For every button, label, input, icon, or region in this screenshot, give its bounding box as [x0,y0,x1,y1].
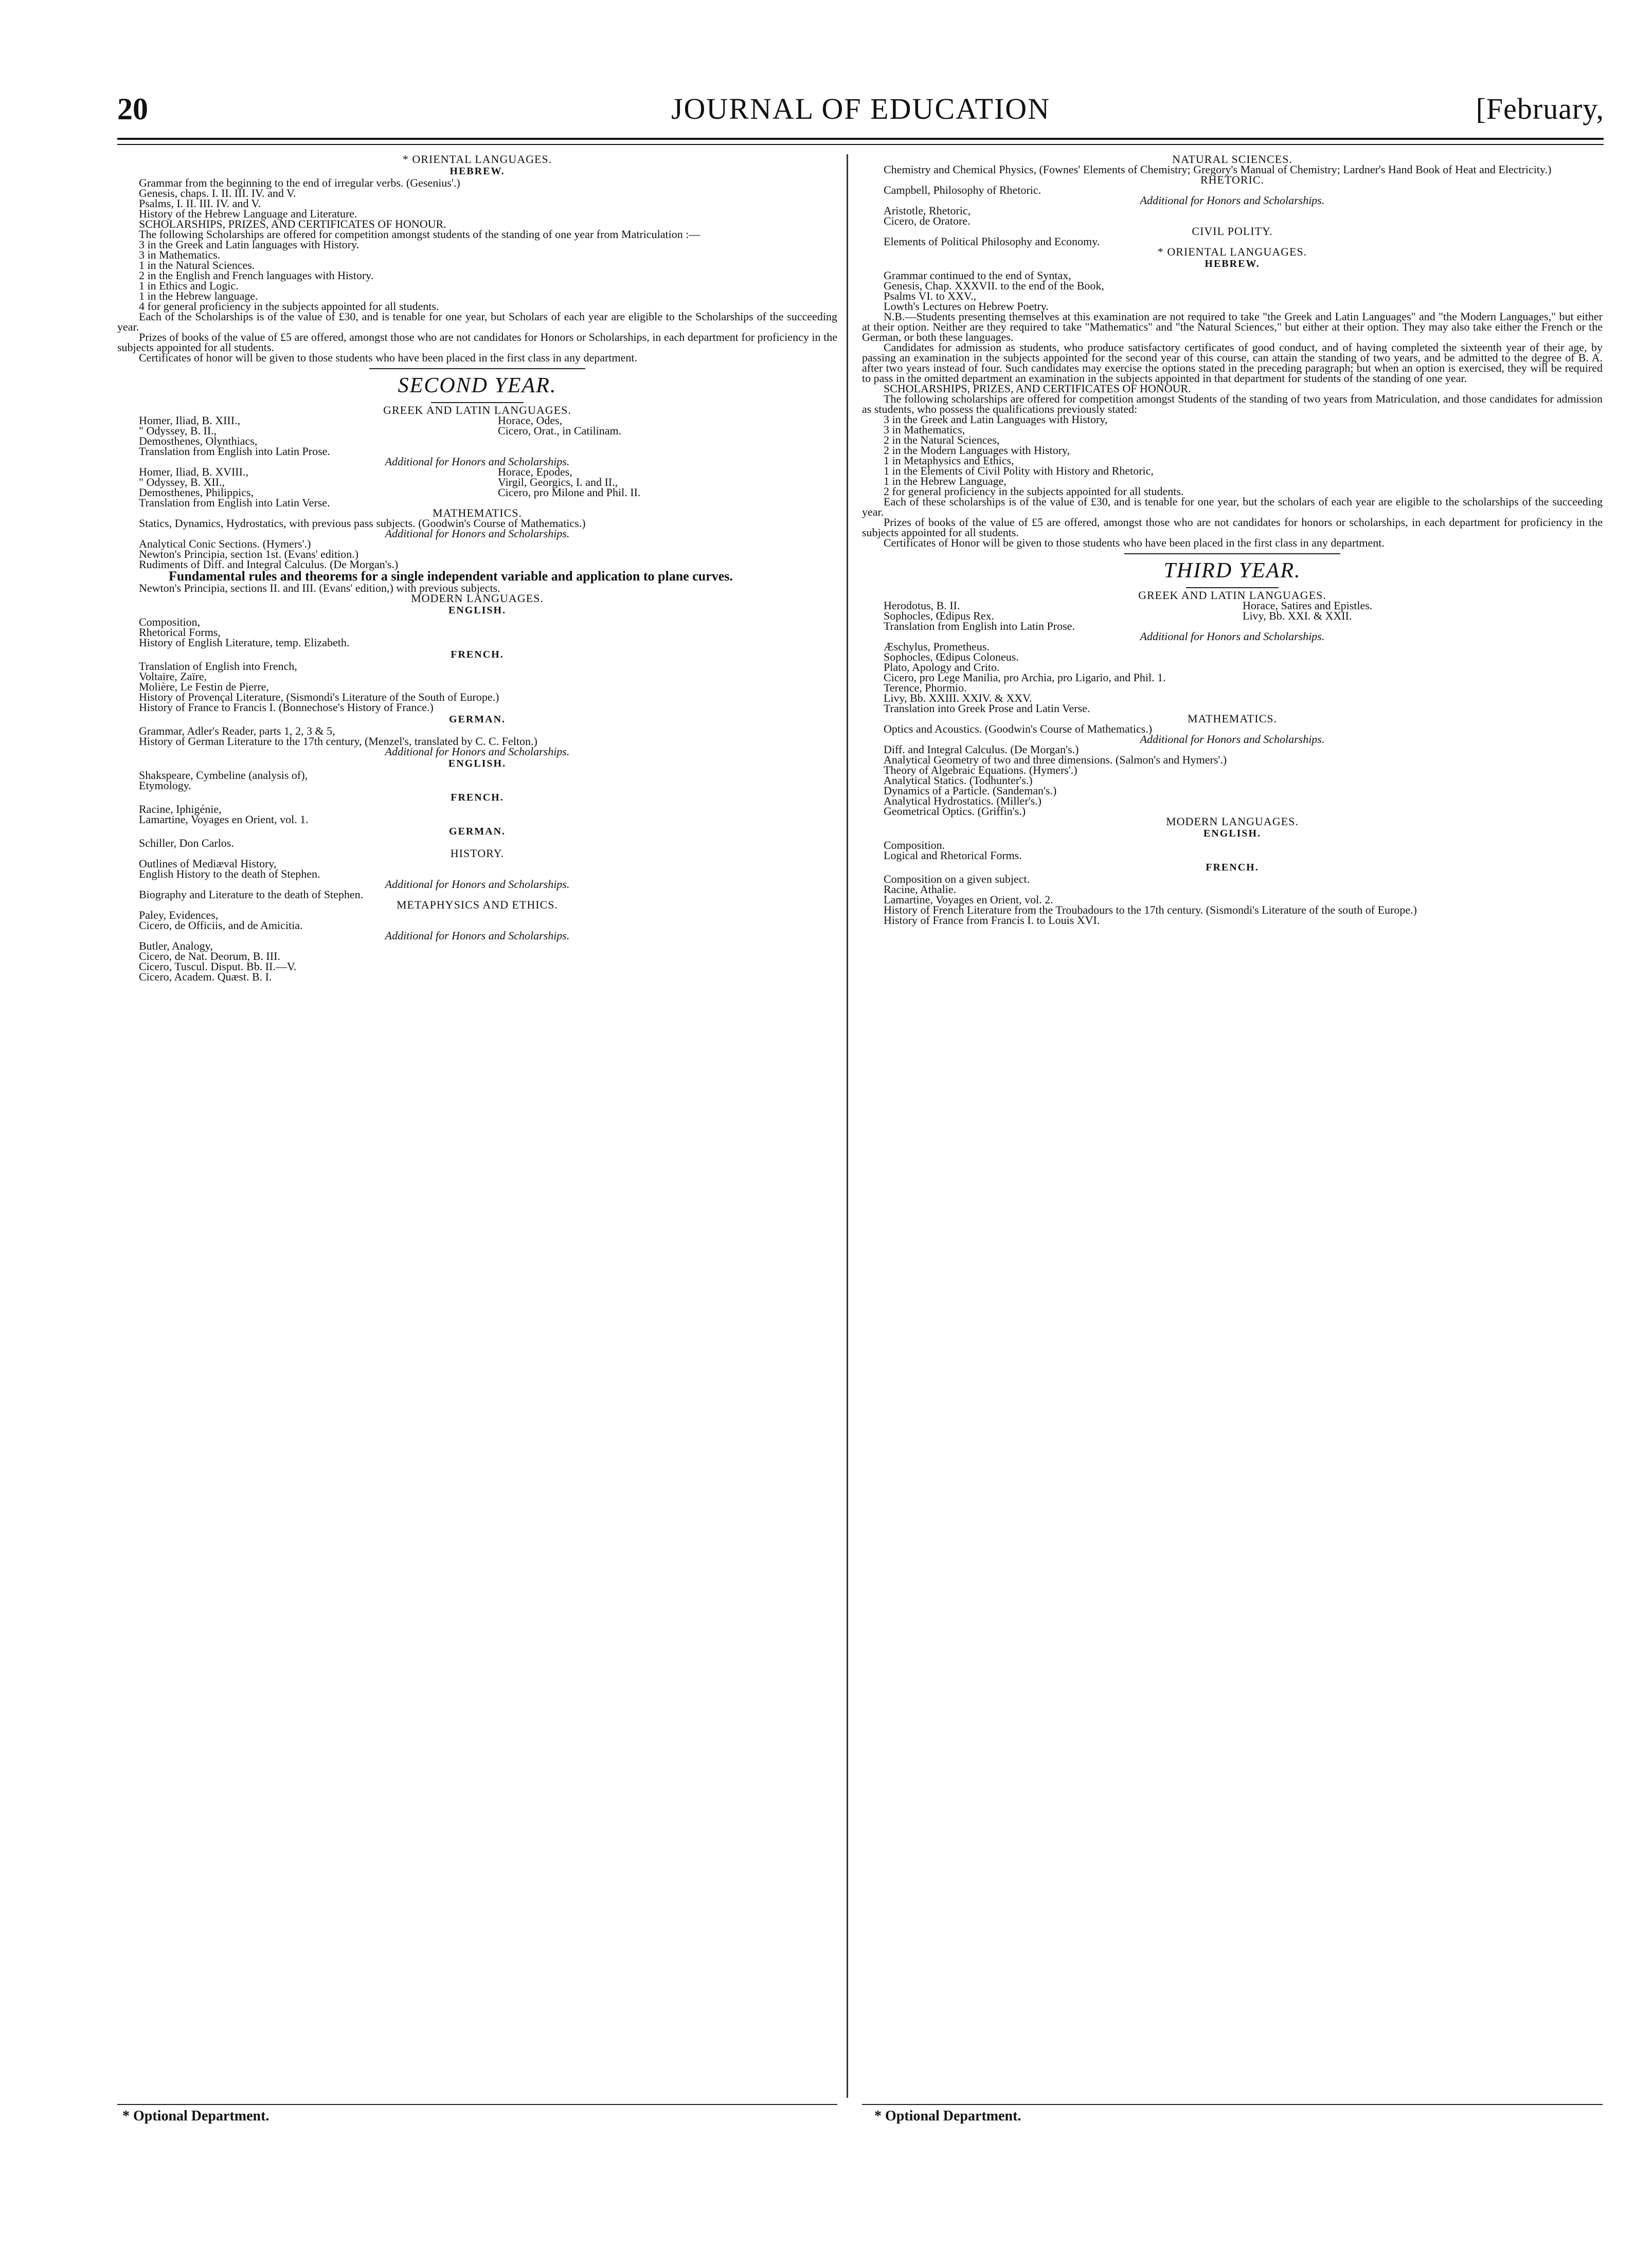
subsection-label: GERMAN. [448,714,506,725]
text-line: Cicero, Academ. Quæst. B. I. [139,970,272,983]
text-line: 1 in the Elements of Civil Polity with History and Rhetoric, [884,464,1154,477]
text-line: Plato, Apology and Crito. [884,661,1000,674]
text-line: History of the Hebrew Language and Literature. [139,207,357,220]
text-line: 3 in Mathematics. [139,248,221,261]
italic-subheading: Additional for Honors and Scholarships. [385,745,570,758]
journal-title: JOURNAL OF EDUCATION [671,92,1051,125]
text-line: 2 in the Natural Sciences, [884,433,1000,446]
text-row-two-column [117,426,837,436]
text-row-two-column [117,487,837,498]
text-line: Molière, Le Festin de Pierre, [139,680,269,693]
section-heading: GREEK AND LATIN LANGUAGES. [383,404,571,416]
text-line: Racine, Athalie. [884,883,957,896]
text-line: Translation from English into Latin Verse. [139,496,330,509]
text-line: Livy, Bb. XXIII. XXIV. & XXV. [884,692,1032,704]
text-line: Theory of Algebraic Equations. (Hymers'.) [884,764,1077,776]
text-line: Elements of Political Philosophy and Economy. [884,235,1100,248]
text-line: 3 in the Greek and Latin languages with History. [139,238,360,251]
italic-subheading: Additional for Honors and Scholarships. [385,929,570,942]
text-line: Translation of English into French, [139,660,297,673]
row-right-text: Horace, Epodes, [498,465,572,478]
text-line: Geometrical Optics. (Griffin's.) [884,805,1026,818]
text-line: Paley, Evidences, [139,909,219,921]
row-right-text: Horace, Odes, [498,414,563,427]
paragraph: Chemistry and Chemical Physics, (Fownes' Elements of Chemistry; Gregory's Manual of Chemistry; Lardner's Hand Book of Heat and Electricity.) [884,163,1552,176]
text-line: SCHOLARSHIPS, PRIZES, AND CERTIFICATES OF HONOUR. [139,217,446,230]
text-line: Grammar from the beginning to the end of irregular verbs. (Gesenius'.) [139,176,460,189]
issue-month: [February, [1476,92,1604,125]
text-line: Genesis, chaps. I. II. III. IV. and V. [139,187,296,199]
paragraph: Candidates for admission as students, who produce satisfactory certificates of good conduct, and of having completed the sixteenth year of their age, by passing an examination in the subjects appointed for the second year of this course, can attain the standing of two years, and be admitted to the degree of B. A. after two years instead of four. Such candidates may exercise the options stated in the preceding paragraph; but when an option is exercised, they will be required to pass in the omitted department an examination in the subjects appointed in that department for students of the standing of one year. [862,341,1603,385]
text-line: Translation from English into Latin Prose. [884,620,1075,632]
paragraph: History of French Literature from the Troubadours to the 17th century. (Sismondi's Literature of the south of Europe.) [884,903,1417,916]
subsection-label: HEBREW. [1205,258,1260,269]
text-line: Biography and Literature to the death of Stephen. [139,888,364,901]
text-line: Aristotle, Rhetoric, [884,204,971,217]
text-line: Diff. and Integral Calculus. (De Morgan's.) [884,743,1079,756]
text-line: Cicero, de Nat. Deorum, B. III. [139,950,280,963]
paragraph: Prizes of books of the value of £5 are offered, amongst those who are not candidates for Honors or Scholarships, in each department for proficiency in the subjects appointed for all students. [117,331,837,354]
text-line: 1 in Metaphysics and Ethics, [884,454,1014,467]
text-line: Optics and Acoustics. (Goodwin's Course of Mathematics.) [884,722,1153,735]
text-line: Cicero, Tuscul. Disput. Bb. II.—V. [139,960,297,973]
section-heading: CIVIL POLITY. [1192,225,1273,238]
text-line: Translation from English into Latin Prose. [139,445,330,458]
text-line: Grammar, Adler's Reader, parts 1, 2, 3 & 5, [139,724,335,737]
page-number: 20 [117,92,148,126]
italic-subheading: Additional for Honors and Scholarships. [1140,733,1325,746]
text-row-two-column [117,467,837,477]
italic-subheading: Additional for Honors and Scholarships. [1140,194,1325,207]
text-line: Butler, Analogy, [139,939,213,952]
subsection-label: ENGLISH. [448,758,507,769]
subsection-label: GERMAN. [448,826,506,837]
text-line: Composition on a given subject. [884,873,1030,885]
paragraph: The following scholarships are offered for competition amongst Students of the standing of two years from Matriculation, and those candidates for admission as students, who possess the qualifications previously stated: [862,392,1603,415]
section-heading: * ORIENTAL LANGUAGES. [1157,245,1307,258]
text-row-two-column [862,611,1603,621]
section-heading: HISTORY. [450,847,505,860]
text-line: 1 in the Natural Sciences. [139,259,255,271]
text-line: Voltaire, Zaïre, [139,670,207,683]
section-heading: MODERN LANGUAGES. [411,592,544,605]
header-rule-thin [117,144,1604,145]
text-line: History of English Literature, temp. Elizabeth. [139,636,350,649]
left-column [117,154,837,2103]
subsection-label: HEBREW. [450,166,505,177]
italic-subheading: Additional for Honors and Scholarships. [385,527,570,540]
text-line: 2 in the Modern Languages with History, [884,444,1070,457]
text-line: Æschylus, Prometheus. [884,640,990,653]
subsection-label: FRENCH. [1206,862,1259,873]
subsection-label: FRENCH. [451,792,504,803]
text-line: History of Provençal Literature, (Sismondi's Literature of the South of Europe.) [139,691,499,703]
text-line: Shakspeare, Cymbeline (analysis of), [139,769,308,782]
text-line: Translation into Greek Prose and Latin Verse. [884,702,1090,715]
text-line: Composition, [139,615,201,628]
text-line: Outlines of Mediæval History, [139,857,277,870]
text-line: Cicero, de Oratore. [884,214,971,227]
footnote-small-text: Fundamental rules and theorems for a single independent variable and application to plane curves. [169,569,733,584]
text-line: Rhetorical Forms, [139,626,221,639]
text-line: Analytical Conic Sections. (Hymers'.) [139,537,311,550]
row-left-text: Homer, Iliad, B. XVIII., [139,465,248,478]
row-left-text: Sophocles, Œdipus Rex. [884,609,995,622]
text-line: Psalms VI. to XXV., [884,289,977,302]
subsection-label: ENGLISH. [1203,828,1262,839]
text-line: 4 for general proficiency in the subjects appointed for all students. [139,300,439,313]
text-line: Dynamics of a Particle. (Sandeman's.) [884,784,1057,797]
text-line: Lowth's Lectures on Hebrew Poetry. [884,300,1049,313]
paragraph: Certificates of Honor will be given to those students who have been placed in the first class in any department. [884,536,1385,549]
text-line: Campbell, Philosophy of Rhetoric. [884,184,1041,196]
row-right-text: Horace, Satires and Epistles. [1243,599,1373,612]
heading-rule [431,402,524,403]
text-line: Psalms, I. II. III. IV. and V. [139,197,261,210]
row-left-text: " Odyssey, B. II., [139,424,217,437]
text-line: Analytical Hydrostatics. (Miller's.) [884,794,1042,807]
text-line: Composition. [884,839,945,851]
paragraph: Newton's Principia, sections II. and III. (Evans' edition,) with previous subjects. [139,582,500,594]
footnote-left: * Optional Department. [122,2108,269,2124]
text-line: Analytical Geometry of two and three dimensions. (Salmon's and Hymers'.) [884,753,1227,766]
row-left-text: " Odyssey, B. XII., [139,476,225,488]
text-line: Racine, Iphigénie, [139,803,222,815]
row-left-text: Homer, Iliad, B. XIII., [139,414,241,427]
text-line: History of France from Francis I. to Louis XVI. [884,914,1100,927]
text-line: 1 in the Hebrew Language, [884,475,1007,487]
row-left-text: Herodotus, B. II. [884,599,960,612]
text-line: Cicero, de Officiis, and de Amicitia. [139,919,303,932]
text-line: Newton's Principia, section 1st. (Evans' edition.) [139,548,359,560]
paragraph: Each of the Scholarships is of the value of £30, and is tenable for one year, but Scholars of each year are eligible to the Scholarships of the succeeding year. [117,310,837,333]
paragraph: N.B.—Students presenting themselves at this examination are not required to take "the Greek and Latin Languages" and "the Modern Languages," but either at their option. Neither are they required to take "Mathematics" and "the Natural Sciences," but either at their option. They may also take either the French or the German, or both these languages. [862,310,1603,343]
section-heading: MODERN LANGUAGES. [1166,815,1299,828]
right-column [862,154,1603,2103]
section-heading: MATHEMATICS. [1188,712,1277,725]
section-rule [369,368,585,369]
footnote-rule-right [862,2104,1603,2105]
text-line: Terence, Phormio. [884,681,967,694]
text-line: 2 for general proficiency in the subjects appointed for all students. [884,485,1184,498]
text-line: Etymology. [139,779,191,792]
section-heading: NATURAL SCIENCES. [1172,153,1292,166]
text-line: History of France to Francis I. (Bonnechose's History of France.) [139,701,434,714]
italic-subheading: Additional for Honors and Scholarships. [1140,630,1325,643]
running-header [117,92,1604,133]
heading-rule [1186,587,1279,588]
text-line: Rudiments of Diff. and Integral Calculus. (De Morgan's.) [139,558,399,571]
text-line: 3 in Mathematics, [884,423,965,436]
text-line: Demosthenes, Olynthiacs, [139,434,258,447]
subsection-label: ENGLISH. [448,605,507,616]
row-right-text: Livy, Bb. XXI. & XXII. [1243,609,1352,622]
section-rule [1124,553,1340,554]
row-right-text: Cicero, Orat., in Catilinam. [498,424,622,437]
text-line: English History to the death of Stephen. [139,867,320,880]
row-left-text: Demosthenes, Philippics, [139,486,254,499]
text-line: Logical and Rhetorical Forms. [884,849,1022,862]
section-heading: MATHEMATICS. [433,506,522,519]
row-right-text: Cicero, pro Milone and Phil. II. [498,486,641,499]
italic-subheading: Additional for Honors and Scholarships. [385,878,570,891]
footnote-rule-left [117,2104,837,2105]
text-line: Grammar continued to the end of Syntax, [884,269,1071,282]
section-heading: GREEK AND LATIN LANGUAGES. [1138,589,1326,602]
section-heading: METAPHYSICS AND ETHICS. [397,898,558,911]
paragraph: Each of these scholarships is of the value of £30, and is tenable for one year, but the scholars of each year are eligible to the scholarships of the succeeding year. [862,495,1603,518]
text-line: Sophocles, Œdipus Coloneus. [884,650,1019,663]
text-line: Analytical Statics. (Todhunter's.) [884,774,1033,787]
section-heading: RHETORIC. [1200,173,1265,186]
section-heading: * ORIENTAL LANGUAGES. [402,153,552,166]
text-line: 1 in the Hebrew language. [139,289,258,302]
text-line: Schiller, Don Carlos. [139,837,234,849]
column-divider [847,154,848,2098]
text-line: 2 in the English and French languages with History. [139,269,374,282]
text-row-two-column [117,415,837,426]
year-heading: THIRD YEAR. [1163,559,1301,583]
year-heading: SECOND YEAR. [398,374,557,397]
text-line: Lamartine, Voyages en Orient, vol. 1. [139,813,309,826]
paragraph: Statics, Dynamics, Hydrostatics, with previous pass subjects. (Goodwin's Course of Mathematics.) [139,517,586,530]
header-rule [117,138,1604,140]
paragraph: History of German Literature to the 17th century, (Menzel's, translated by C. C. Felton.) [139,735,537,748]
paragraph: Certificates of honor will be given to those students who have been placed in the first class in any department. [139,351,637,364]
text-line: Cicero, pro Lege Manilia, pro Archia, pro Ligario, and Phil. 1. [884,671,1166,684]
subsection-label: FRENCH. [451,649,504,660]
text-line: 3 in the Greek and Latin Languages with History, [884,413,1108,426]
italic-subheading: Additional for Honors and Scholarships. [385,455,570,468]
row-right-text: Virgil, Georgics, I. and II., [498,476,618,488]
footnote-right: * Optional Department. [874,2108,1021,2124]
paragraph: The following Scholarships are offered for competition amongst students of the standing of one year from Matriculation :— [139,228,700,241]
text-line: Lamartine, Voyages en Orient, vol. 2. [884,893,1053,906]
text-line: Genesis, Chap. XXXVII. to the end of the Book, [884,279,1104,292]
paragraph: Prizes of books of the value of £5 are offered, amongst those who are not candidates for honors or scholarships, in each department for proficiency in the subjects appointed for all students. [862,516,1603,539]
text-line: SCHOLARSHIPS, PRIZES, AND CERTIFICATES OF HONOUR. [884,382,1191,395]
text-line: 1 in Ethics and Logic. [139,279,239,292]
